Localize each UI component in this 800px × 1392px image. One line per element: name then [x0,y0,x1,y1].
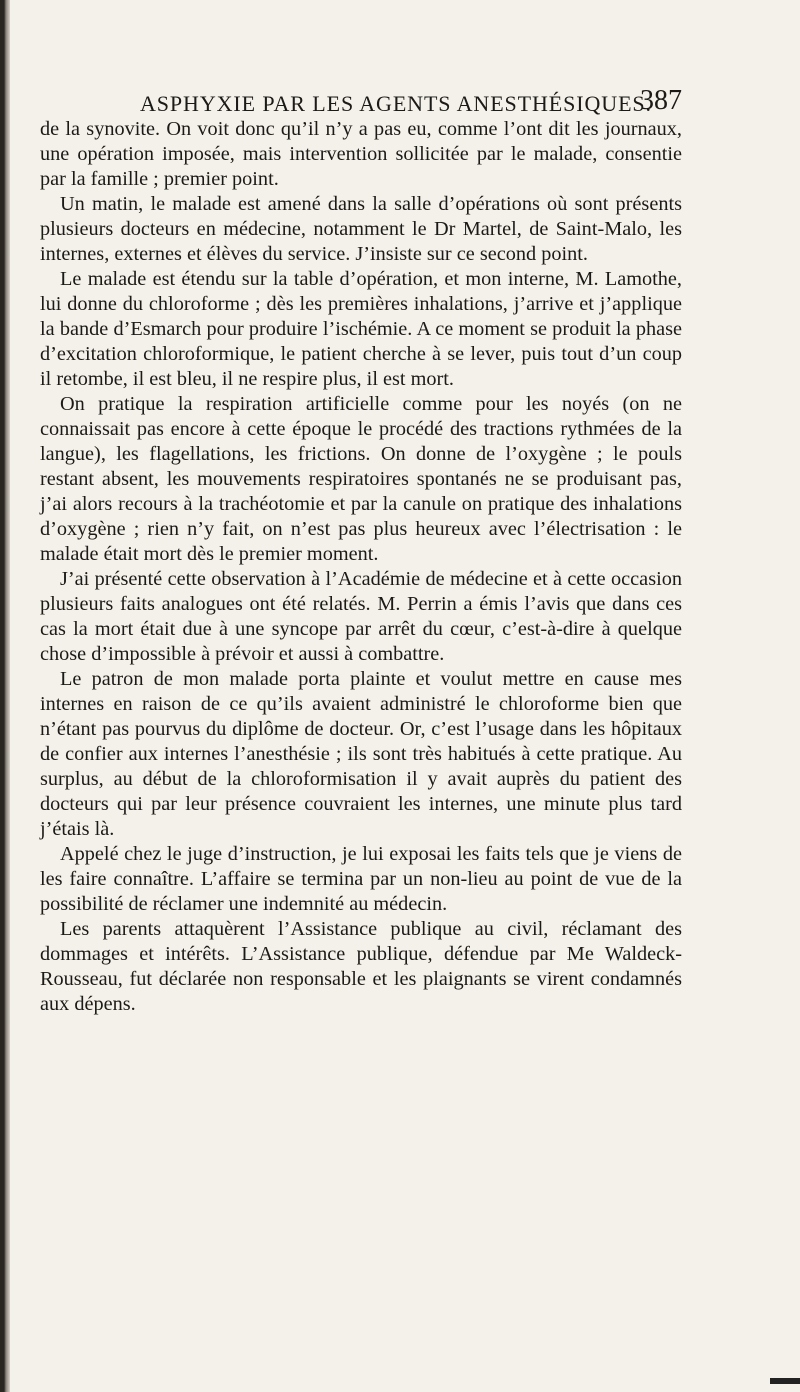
bottom-edge-mark [770,1378,800,1384]
paragraph: Appelé chez le juge d’instruction, je lui exposai les faits tels que je viens de les faire connaître. L’affaire se termina par un non-lieu au point de vue de la possibilité de réclamer une indemnité au médecin. [40,843,682,915]
running-header [40,73,682,116]
book-spine-shadow [0,0,10,1392]
page-number: 387 [640,85,682,116]
body-text [40,117,682,1017]
paragraph: J’ai présenté cette observation à l’Académie de médecine et à cette occasion plusieurs faits analogues ont été relatés. M. Perrin a émis l’avis que dans ces cas la mort était due à une syncope par arrêt du cœur, c’est-à-dire à quelque chose d’impossible à prévoir et aussi à combattre. [40,568,682,665]
paragraph: Le malade est étendu sur la table d’opération, et mon interne, M. Lamothe, lui donne du chloroforme ; dès les premières inhalations, j’arrive et j’applique la bande d’Esmarch pour produire l’ischémie. A ce moment se produit la phase d’excitation chloroformique, le patient cherche à se lever, puis tout d’un coup il retombe, il est bleu, il ne respire plus, il est mort. [40,268,682,390]
paragraph: Un matin, le malade est amené dans la salle d’opérations où sont présents plusieurs docteurs en médecine, notamment le Dr Martel, de Saint-Malo, les internes, externes et élèves du service. J’insiste sur ce second point. [40,193,682,265]
paragraph: Les parents attaquèrent l’Assistance publique au civil, réclamant des dommages et intérêts. L’Assistance publique, défendue par Me Waldeck-Rousseau, fut déclarée non responsable et les plaignants se virent condamnés aux dépens. [40,918,682,1015]
paragraph: On pratique la respiration artificielle comme pour les noyés (on ne connaissait pas encore à cette époque le procédé des tractions rythmées de la langue), les flagellations, les frictions. On donne de l’oxygène ; le pouls restant absent, les mouvements respiratoires spontanés ne se produisant pas, j’ai alors recours à la trachéotomie et par la canule on pratique des inhalations d’oxygène ; rien n’y fait, on n’est pas plus heureux avec l’électrisation : le malade était mort dès le premier moment. [40,393,682,565]
paragraph: de la synovite. On voit donc qu’il n’y a pas eu, comme l’ont dit les journaux, une opération imposée, mais intervention sollicitée par le malade, consentie par la famille ; premier point. [40,118,682,190]
paragraph: Le patron de mon malade porta plainte et voulut mettre en cause mes internes en raison de ce qu’ils avaient administré le chloroforme bien que n’étant pas pourvus du diplôme de docteur. Or, c’est l’usage dans les hôpitaux de confier aux internes l’anesthésie ; ils sont très habitués à cette pratique. Au surplus, au début de la chloroformisation il y avait auprès du patient des docteurs qui par leur présence couvraient les internes, une minute plus tard j’étais là. [40,668,682,840]
running-title: ASPHYXIE PAR LES AGENTS ANESTHÉSIQUES. [140,91,652,116]
